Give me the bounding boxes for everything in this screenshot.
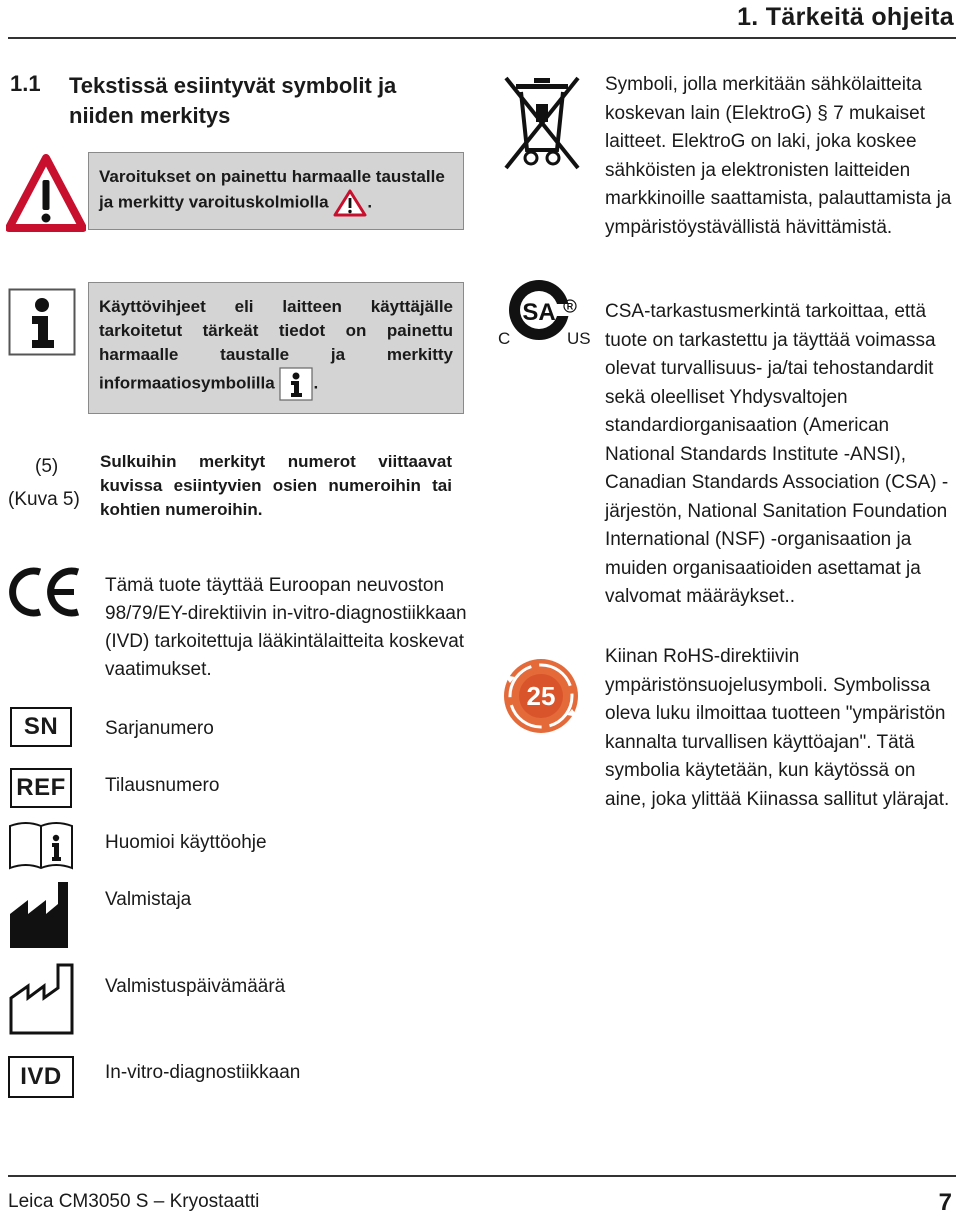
info-box (88, 282, 464, 414)
reference-number-icon: REF (10, 768, 72, 808)
info-box-text: Käyttövihjeet eli laitteen käyttäjälle tarkoitetut tärkeät tiedot on painettu harmaalle taustalle ja merkitty informaatiosymbolilla (99, 297, 453, 393)
manufacture-date-icon (8, 962, 76, 1036)
csa-us-label: US (567, 329, 591, 348)
manufacturer-text: Valmistaja (105, 889, 192, 910)
section-title: Tekstissä esiintyvät symbolit ja niiden merkitys (69, 73, 397, 128)
warning-triangle-small-icon (333, 189, 367, 217)
warning-box-text: Varoitukset on painettu harmaalle taustalle ja merkitty varoituskolmiolla (99, 167, 445, 212)
svg-text:R: R (566, 301, 574, 312)
rohs-years-label: 25 (526, 681, 556, 711)
header-rule (8, 37, 956, 39)
weee-crossed-bin-icon (500, 72, 584, 172)
manufacturer-icon (8, 880, 70, 950)
section-number: 1.1 (10, 71, 41, 96)
svg-text:SA: SA (522, 299, 556, 326)
reference-label-number: (5) (35, 456, 59, 477)
ivd-text: In-vitro-diagnostiikkaan (105, 1062, 301, 1083)
reference-number-text: Tilausnumero (105, 775, 220, 796)
page-number: 7 (938, 1189, 952, 1216)
registered-icon (563, 299, 577, 313)
chapter-title: 1. Tärkeitä ohjeita (737, 3, 954, 31)
warning-box (88, 152, 464, 230)
footer-rule (8, 1175, 956, 1177)
info-small-icon (279, 367, 313, 401)
csa-text: CSA-tarkastusmerkintä tarkoittaa, että tuote on tarkastettu ja täyttää voimassa olevat turvallisuus- ja/tai tehostandardit sekä oleelliset Yhdysvaltojen standardiorganisaation (American National Standards Institute -ANSI), Canadian Standards Association (CSA) -järjestön, National Sanitation Foundation International (NSF) -organisaation ja muiden organisaatioiden asettamat ja valvomat määräykset.. (605, 301, 949, 607)
csa-c-label: C (498, 329, 511, 348)
consult-instructions-text: Huomioi käyttöohje (105, 832, 267, 853)
rohs-text: Kiinan RoHS-direktiivin ympäristönsuojelusymboli. Symbolissa oleva luku ilmoittaa tuotteen "ympäristön kannalta turvallisen käyttöajan". Tätä symbolia käytetään, kun käytössä on aine, joka ylittää Kiinassa sallitut ylärajat. (605, 646, 950, 810)
info-box-suffix: . (313, 373, 319, 393)
consult-instructions-icon (8, 818, 74, 872)
serial-number-icon: SN (10, 707, 72, 747)
ce-mark-icon (8, 566, 82, 618)
serial-number-text: Sarjanumero (105, 718, 214, 739)
reference-text: Sulkuihin merkityt numerot viittaavat kuvissa esiintyvien osien numeroihin tai kohtien numeroihin. (100, 452, 452, 519)
reference-label-figure: (Kuva 5) (8, 489, 80, 510)
warning-box-suffix: . (367, 192, 373, 212)
footer-product: Leica CM3050 S – Kryostaatti (8, 1191, 260, 1212)
china-rohs-25-icon (500, 655, 582, 737)
ivd-icon: IVD (8, 1056, 74, 1098)
manufacture-date-text: Valmistuspäivämäärä (105, 976, 286, 997)
weee-text: Symboli, jolla merkitään sähkölaitteita koskevan lain (ElektroG) § 7 mukaiset laitteet. ElektroG on laki, joka koskee sähköisten ja elektronisten laitteiden markkinoille saattamista, palauttamista ja ympäristöystävällistä hävittämistä. (605, 74, 952, 238)
ce-text: Tämä tuote täyttää Euroopan neuvoston 98/79/EY-direktiivin in-vitro-diagnostiikkaan (IVD) tarkoitettuja lääkintälaitteita koskevat vaatimukset. (105, 575, 467, 680)
warning-triangle-icon (6, 154, 86, 234)
info-icon (8, 288, 76, 356)
